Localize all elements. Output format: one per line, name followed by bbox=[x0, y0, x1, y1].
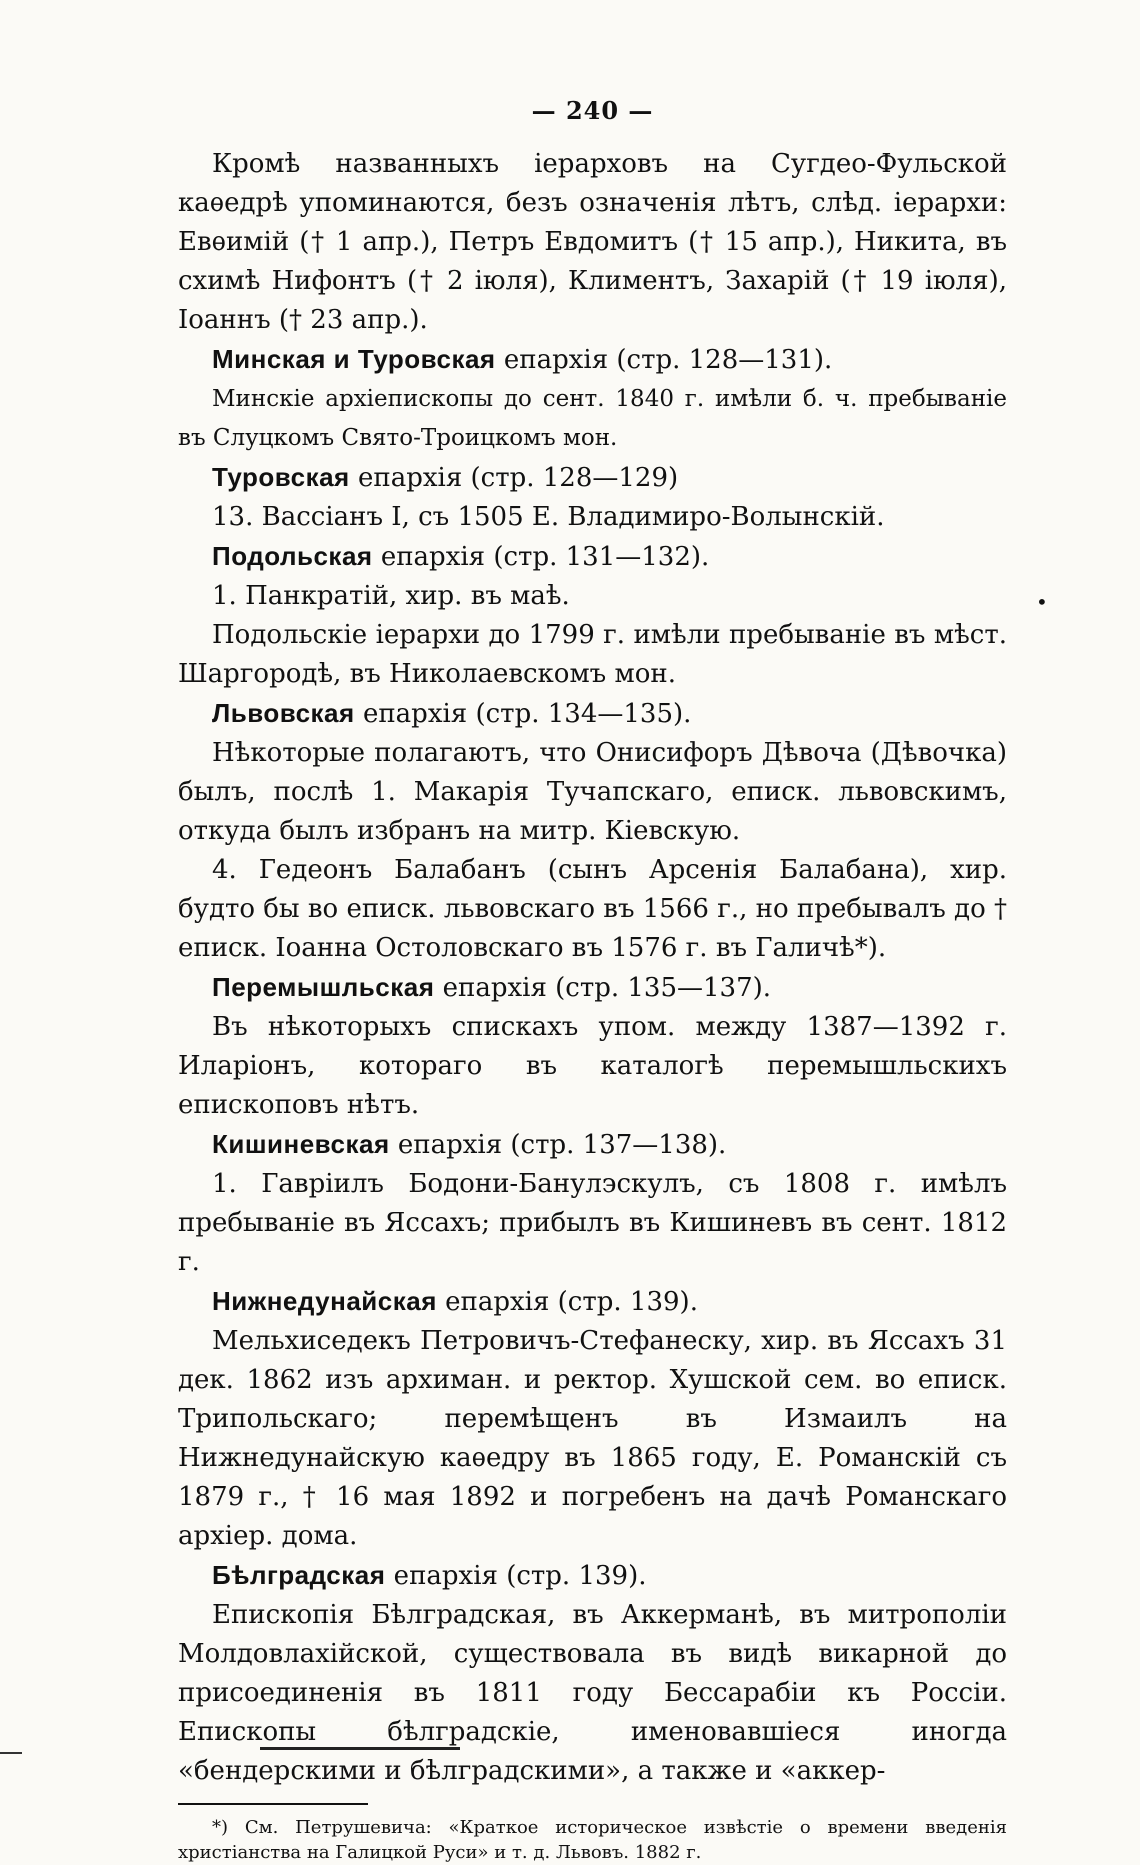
section-heading-lvov bbox=[178, 694, 1007, 734]
diocese-name: Кишиневская bbox=[212, 1129, 390, 1159]
paragraph: 1. Панкратій, хир. въ маѣ. bbox=[212, 581, 570, 611]
footnote: *) См. Петрушевича: «Краткое историческое извѣстіе о времени введенія христіанства на Галицкой Руси» и т. д. Львовъ. 1882 г. bbox=[178, 1817, 1007, 1863]
paragraph: Въ нѣкоторыхъ спискахъ упом. между 1387—1392 г. Иларіонъ, котораго въ каталогѣ перемышльскихъ епископовъ нѣтъ. bbox=[178, 1012, 1007, 1120]
paragraph: Епископія Бѣлградская, въ Аккерманѣ, въ митрополіи Молдовлахійской, существовала въ видѣ викарной до присоединенія въ 1811 году Бессарабіи къ Россіи. Епископы бѣлградскіе, именовавшіеся иногда «бендерскими и бѣлградскими», а также и «аккер- bbox=[178, 1600, 1007, 1786]
section-heading-nizhnedunai bbox=[178, 1282, 1007, 1322]
diocese-pages: епархія (стр. 139). bbox=[385, 1561, 647, 1591]
section-heading-peremyshl bbox=[178, 968, 1007, 1008]
intro-paragraph: Кромѣ названныхъ іерарховъ на Сугдео-Фульской каѳедрѣ упоминаются, безъ означенія лѣтъ, слѣд. іерархи: Евѳимій († 1 апр.), Петръ Евдомитъ († 15 апр.), Никита, въ схимѣ Нифонтъ († 2 іюля), Климентъ, Захарій († 19 іюля), Іоаннъ († 23 апр.). bbox=[178, 149, 1007, 335]
paragraph: 1. Гавріилъ Бодони-Банулэскулъ, съ 1808 г. имѣлъ пребываніе въ Яссахъ; прибылъ въ Кишиневъ въ сент. 1812 г. bbox=[178, 1169, 1007, 1277]
sections-container bbox=[178, 340, 1007, 1791]
diocese-name: Минская и Туровская bbox=[212, 344, 496, 374]
page-body bbox=[178, 96, 1007, 1865]
diocese-name: Нижнедунайская bbox=[212, 1286, 437, 1316]
section-heading-turov bbox=[178, 458, 1007, 498]
footnote-divider bbox=[178, 1803, 368, 1805]
left-scan-mark bbox=[0, 1752, 22, 1754]
paragraph: Подольскіе іерархи до 1799 г. имѣли пребываніе въ мѣст. Шаргородѣ, въ Николаевскомъ мон. bbox=[178, 620, 1007, 689]
section-heading-minsk bbox=[178, 340, 1007, 380]
diocese-pages: епархія (стр. 134—135). bbox=[354, 699, 692, 729]
diocese-pages: епархія (стр. 128—129) bbox=[349, 463, 679, 493]
page-number: — 240 — bbox=[531, 96, 654, 125]
diocese-pages: епархія (стр. 128—131). bbox=[495, 345, 833, 375]
diocese-name: Бѣлградская bbox=[212, 1560, 386, 1590]
margin-mark: • bbox=[1036, 590, 1048, 614]
paragraph: Мельхиседекъ Петровичъ-Стефанеску, хир. въ Яссахъ 31 дек. 1862 изъ архиман. и ректор. Хушской сем. во еписк. Трипольскаго; перемѣщенъ въ Измаилъ на Нижнедунайскую каѳедру въ 1865 году, Е. Романскій съ 1879 г., † 16 мая 1892 и погребенъ на дачѣ Романскаго архіер. дома. bbox=[178, 1326, 1007, 1551]
section-heading-podolsk bbox=[178, 537, 1007, 577]
diocese-name: Туровская bbox=[212, 462, 350, 492]
diocese-pages: епархія (стр. 139). bbox=[436, 1287, 698, 1317]
paragraph: 4. Гедеонъ Балабанъ (сынъ Арсенія Балабана), хир. будто бы во еписк. львовскаго въ 1566 г., но пребывалъ до † еписк. Іоанна Остоловскаго въ 1576 г. въ Галичѣ*). bbox=[178, 855, 1007, 963]
paragraph: 13. Вассіанъ I, съ 1505 Е. Владимиро-Волынскій. bbox=[212, 502, 885, 532]
section-heading-belgrad bbox=[178, 1556, 1007, 1596]
bottom-scan-mark bbox=[260, 1747, 460, 1750]
diocese-name: Перемышльская bbox=[212, 972, 435, 1002]
paragraph: Нѣкоторые полагаютъ, что Онисифоръ Дѣвоча (Дѣвочка) былъ, послѣ 1. Макарія Тучапскаго, еписк. львовскимъ, откуда былъ избранъ на митр. Кіевскую. bbox=[178, 738, 1007, 846]
paragraph: Минскіе архіепископы до сент. 1840 г. имѣли б. ч. пребываніе въ Слуцкомъ Свято-Троицкомъ мон. bbox=[178, 386, 1007, 451]
diocese-pages: епархія (стр. 131—132). bbox=[372, 542, 710, 572]
diocese-name: Львовская bbox=[212, 698, 355, 728]
diocese-pages: епархія (стр. 137—138). bbox=[389, 1130, 727, 1160]
diocese-name: Подольская bbox=[212, 541, 373, 571]
section-heading-kishinev bbox=[178, 1125, 1007, 1165]
diocese-pages: епархія (стр. 135—137). bbox=[434, 973, 772, 1003]
